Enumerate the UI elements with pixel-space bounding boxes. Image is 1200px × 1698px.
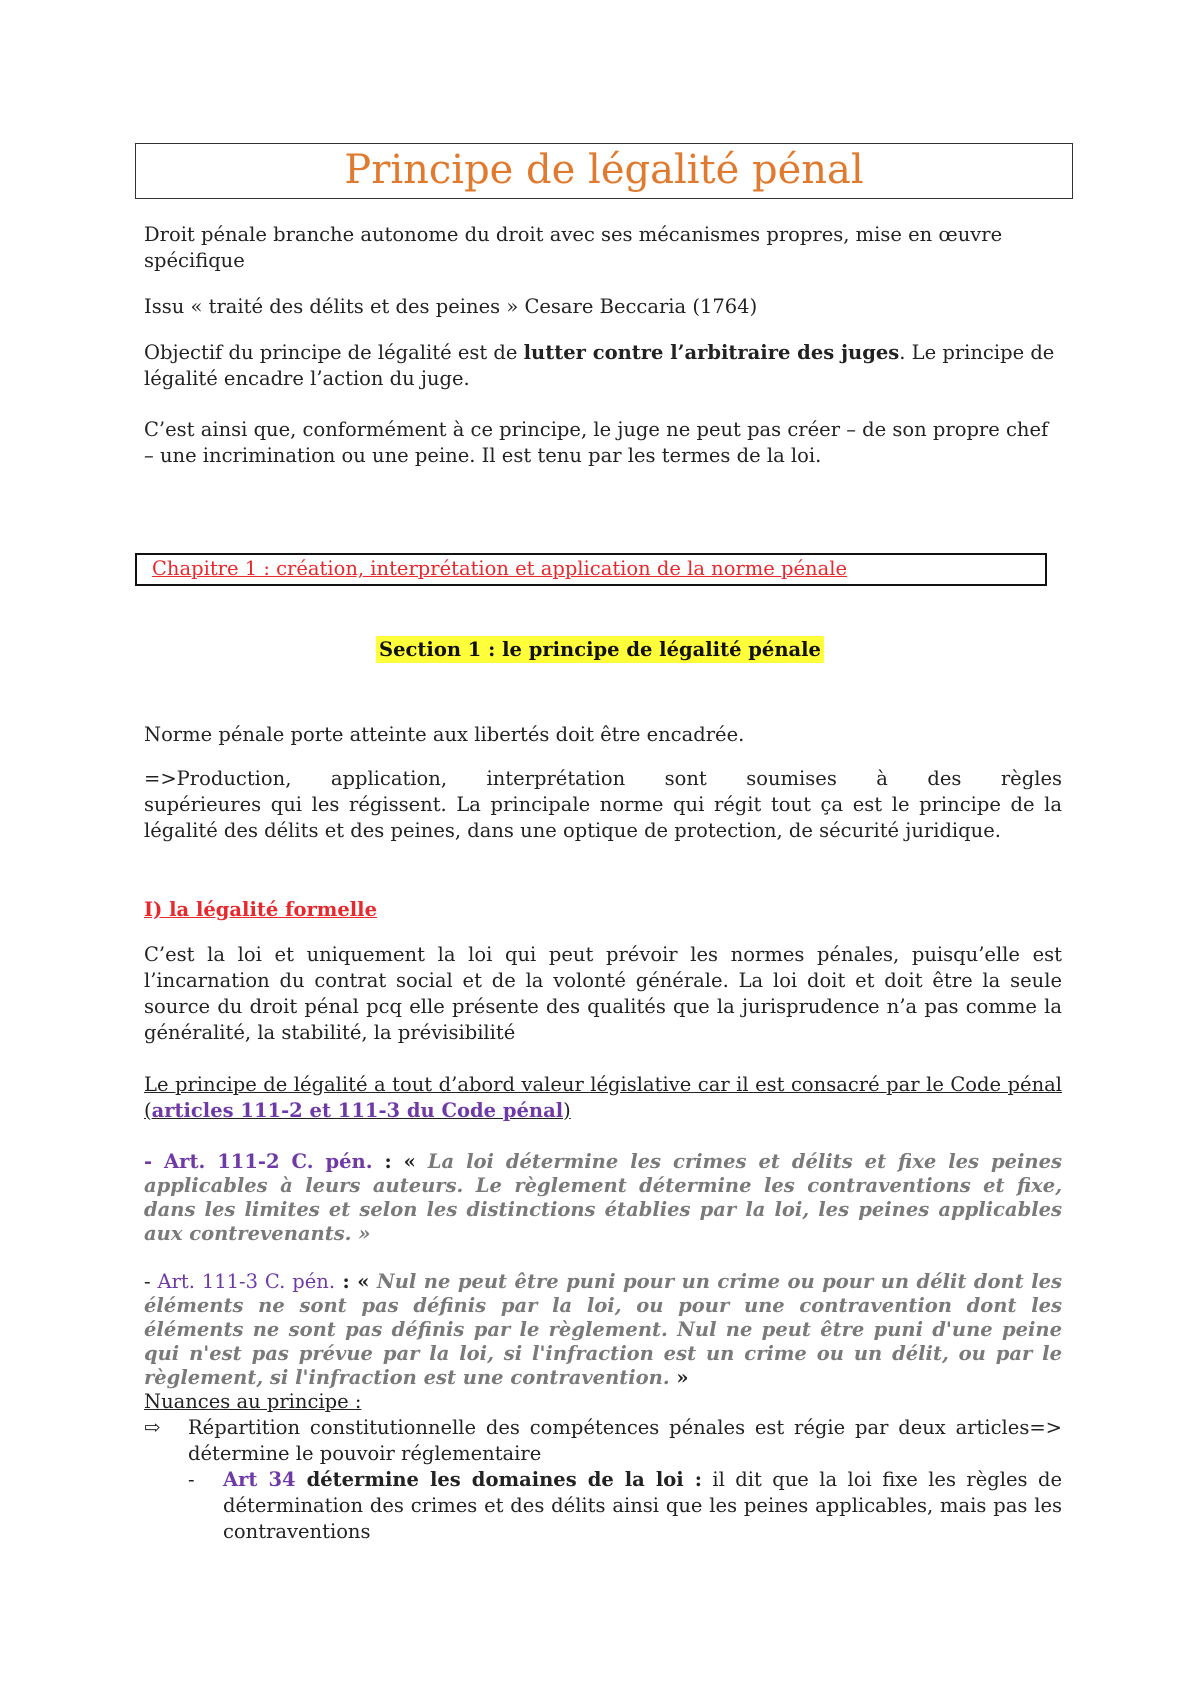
intro-p3-end: . Le principe de légalité encadre l’action du juge.	[144, 341, 1055, 390]
body-paragraph-8	[144, 1072, 1062, 1124]
nuance-subitem-1	[144, 1467, 1062, 1545]
nuances-title: Nuances au principe :	[144, 1390, 362, 1413]
heading-legalite-formelle	[144, 897, 1062, 923]
article-111-2	[144, 1150, 1062, 1246]
chapter-box	[135, 553, 1047, 586]
body-paragraph-5: Norme pénale porte atteinte aux libertés doit être encadrée.	[144, 723, 745, 746]
page-title: Principe de légalité pénal	[344, 147, 864, 193]
section-title: Section 1 : le principe de légalité pénale	[376, 636, 824, 663]
p8-start: Le principe de légalité a tout d’abord valeur législative car il est consacré par le Code pénal (	[144, 1073, 1062, 1122]
article-111-2-quote: La loi détermine les crimes et délits et fixe les peines applicables à leurs auteurs. Le règlement détermine les contraventions et fixe, dans les limites et selon les distinctions établies par la loi, les peines applicables aux contrevenants.	[144, 1150, 1062, 1245]
intro-p3-bold: lutter contre l’arbitraire des juges	[523, 341, 900, 364]
article-111-3-ref: Art. 111-3 C. pén.	[157, 1270, 336, 1293]
article-111-2-end: »	[351, 1222, 371, 1245]
body-paragraph-6-rest: supérieures qui les régissent. La principale norme qui régit tout ça est le principe de la légalité des délits et des peines, dans une optique de protection, de sécurité juridique.	[144, 793, 1062, 842]
intro-paragraph-3	[144, 340, 1062, 392]
intro-p3-start: Objectif du principe de légalité est de	[144, 341, 524, 364]
nuances-list	[144, 1415, 1062, 1545]
intro-paragraph-2: Issu « traité des délits et des peines » Cesare Beccaria (1764)	[144, 295, 758, 318]
section-heading	[0, 638, 1200, 661]
article-111-3	[144, 1270, 1062, 1390]
p8-end: )	[563, 1099, 571, 1122]
art-34-bold: détermine les domaines de la loi :	[295, 1468, 702, 1491]
nuance-item-1-text: Répartition constitutionnelle des compétences pénales est régie par deux articles=> détermine le pouvoir réglementaire	[188, 1416, 1062, 1465]
article-111-3-end: »	[669, 1366, 689, 1389]
intro-paragraph-1: Droit pénale branche autonome du droit avec ses mécanismes propres, mise en œuvre spécifique	[144, 223, 1003, 272]
body-paragraph-6-line1: =>Production, application, interprétation sont soumises à des règles	[144, 767, 1062, 790]
arrow-bullet-icon: ⇨	[144, 1416, 161, 1439]
article-111-2-ref: - Art. 111-2 C. pén.	[144, 1150, 373, 1173]
body-paragraph-7: C’est la loi et uniquement la loi qui peut prévoir les normes pénales, puisqu’elle est l’incarnation du contrat social et de la volonté générale. La loi doit et doit être la seule source du droit pénal pcq elle présente des qualités que la jurisprudence n’a pas comme la généralité, la stabilité, la prévisibilité	[144, 943, 1062, 1044]
article-111-3-quote: Nul ne peut être puni pour un crime ou pour un délit dont les éléments ne sont pas définis par la loi, ou pour une contravention dont les éléments ne sont pas définis par le règlement. Nul ne peut être puni d'une peine qui n'est pas prévue par la loi, si l'infraction est un crime ou un délit, ou par le règlement, si l'infraction est une contravention.	[144, 1270, 1063, 1389]
intro-paragraph-4: C’est ainsi que, conformément à ce principe, le juge ne peut pas créer – de son propre chef – une incrimination ou une peine. Il est tenu par les termes de la loi.	[144, 418, 1049, 467]
title-box	[135, 143, 1073, 199]
art-34-text: il dit que la loi fixe les règles de détermination des crimes et des délits ainsi que les peines applicables, mais pas les contraventions	[223, 1468, 1062, 1543]
dash-bullet-icon: -	[188, 1468, 195, 1491]
nuance-item-1	[144, 1415, 1062, 1467]
art-34-ref: Art 34	[223, 1468, 296, 1491]
chapter-title: Chapitre 1 : création, interprétation et application de la norme pénale	[152, 557, 848, 580]
article-111-3-sep: : «	[335, 1270, 377, 1293]
article-111-3-dash: -	[144, 1270, 158, 1293]
article-111-2-sep: : «	[372, 1150, 428, 1173]
p8-articles-link: articles 111-2 et 111-3 du Code pénal	[151, 1099, 564, 1122]
heading-legalite-formelle-text: I) la légalité formelle	[144, 898, 378, 921]
